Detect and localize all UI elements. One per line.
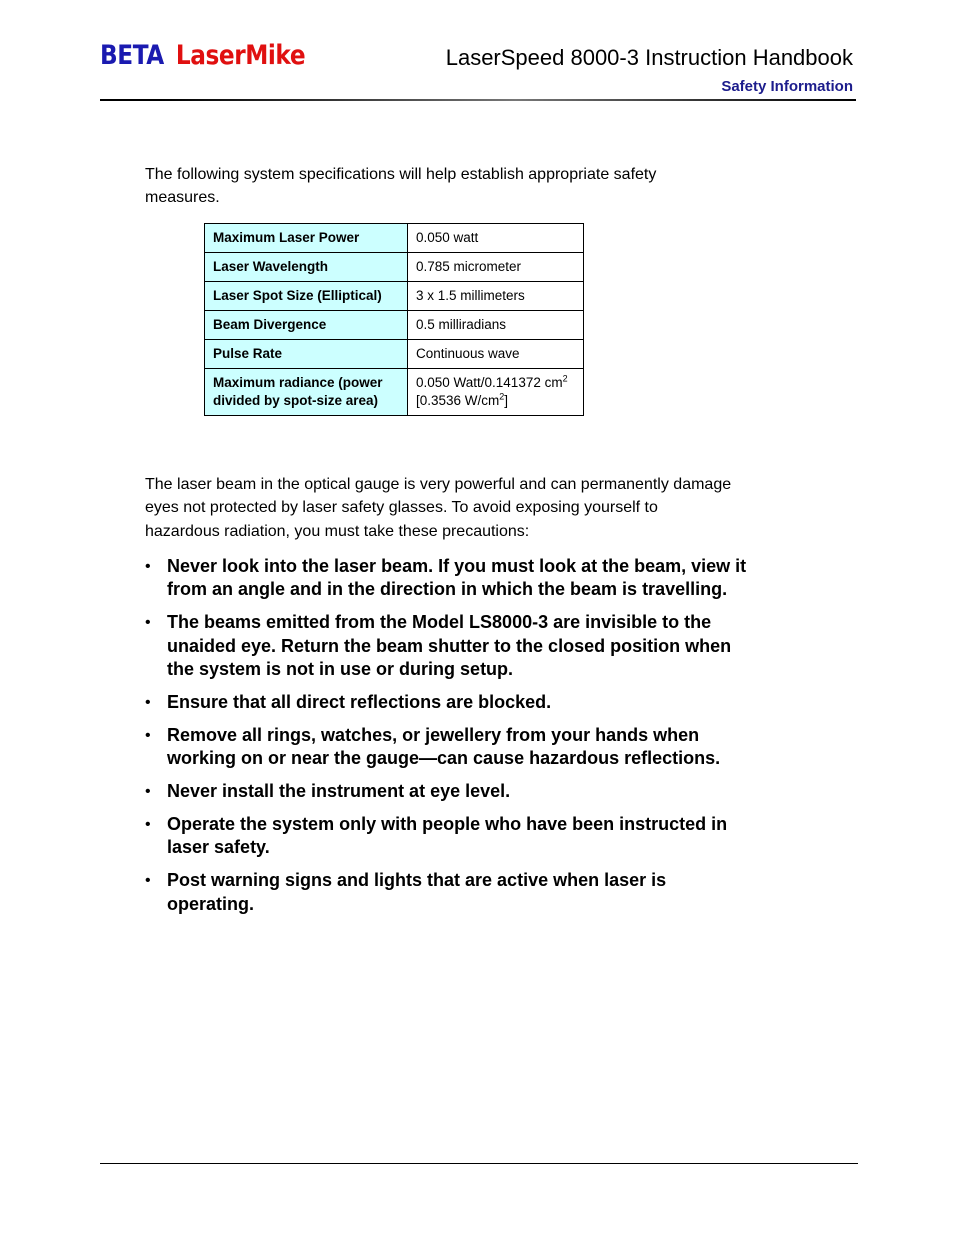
precaution-text: Ensure that all direct reflections are blocked. [167,691,552,712]
precaution-text: Remove all rings, watches, or jewellery from your hands when working on or near the gauge—can cause hazardous reflections. [167,724,721,769]
table-row [205,311,584,340]
document-title: LaserSpeed 8000-3 Instruction Handbook [445,45,853,70]
radiance-superscript: 2 [562,373,568,384]
radiance-value-line2-end: ] [504,393,509,408]
bullet-icon: • [145,558,151,575]
precaution-text: Never look into the laser beam. If you must look at the beam, view it from an angle and in the direction in which the beam is travelling. [167,556,747,600]
list-item [145,691,755,714]
list-item [145,555,755,602]
footer-divider [100,1163,858,1164]
logo-lasermike-text: LaserMike [175,40,306,71]
precaution-text: Operate the system only with people who have been instructed in laser safety. [167,814,728,858]
precautions-list [145,555,755,926]
warning-paragraph: The laser beam in the optical gauge is very powerful and can permanently damage eyes not protected by laser safety glasses. To avoid exposing yourself to hazardous radiation, you must take these precautions: [145,476,732,540]
intro-paragraph: The following system specifications will help establish appropriate safety measures. [145,166,657,206]
list-item [145,780,755,803]
radiance-superscript: 2 [499,391,505,402]
spec-label: Pulse Rate [205,340,408,369]
list-item [145,813,755,860]
section-title: Safety Information [721,78,853,95]
precaution-text: Never install the instrument at eye level. [167,781,511,802]
spec-value [408,369,584,416]
bullet-icon: • [145,726,151,744]
logo-beta-text: BETA [100,40,164,71]
bullet-icon: • [145,783,151,801]
bullet-icon: • [145,693,151,711]
spec-label: Beam Divergence [205,311,408,340]
spec-label: Maximum Laser Power [205,224,408,253]
spec-label: Maximum radiance (power divided by spot-size area) [205,369,408,416]
radiance-value-line1: 0.050 Watt/0.141372 cm [416,375,563,390]
bullet-icon: • [145,614,151,632]
list-item [145,869,755,916]
spec-label: Laser Wavelength [205,253,408,282]
table-row [205,253,584,282]
table-row [205,282,584,311]
header-divider [100,99,856,101]
spec-value: 0.5 milliradians [408,311,584,340]
list-item [145,611,755,681]
bullet-icon: • [145,816,151,834]
table-row [205,340,584,369]
laser-specifications-table [204,223,584,416]
precaution-text: Post warning signs and lights that are active when laser is operating. [167,870,667,914]
spec-value: 3 x 1.5 millimeters [408,282,584,311]
beta-lasermike-logo [100,40,305,71]
table-row [205,224,584,253]
radiance-value-line2: [0.3536 W/cm [416,393,500,408]
spec-value: 0.050 watt [408,224,584,253]
list-item [145,724,755,771]
bullet-icon: • [145,872,151,890]
spec-value: Continuous wave [408,340,584,369]
spec-label: Laser Spot Size (Elliptical) [205,282,408,311]
precaution-text: The beams emitted from the Model LS8000-3 are invisible to the unaided eye. Return the beam shutter to the closed position when the system is not in use or during setup. [167,612,732,679]
table-row [205,369,584,416]
spec-value: 0.785 micrometer [408,253,584,282]
